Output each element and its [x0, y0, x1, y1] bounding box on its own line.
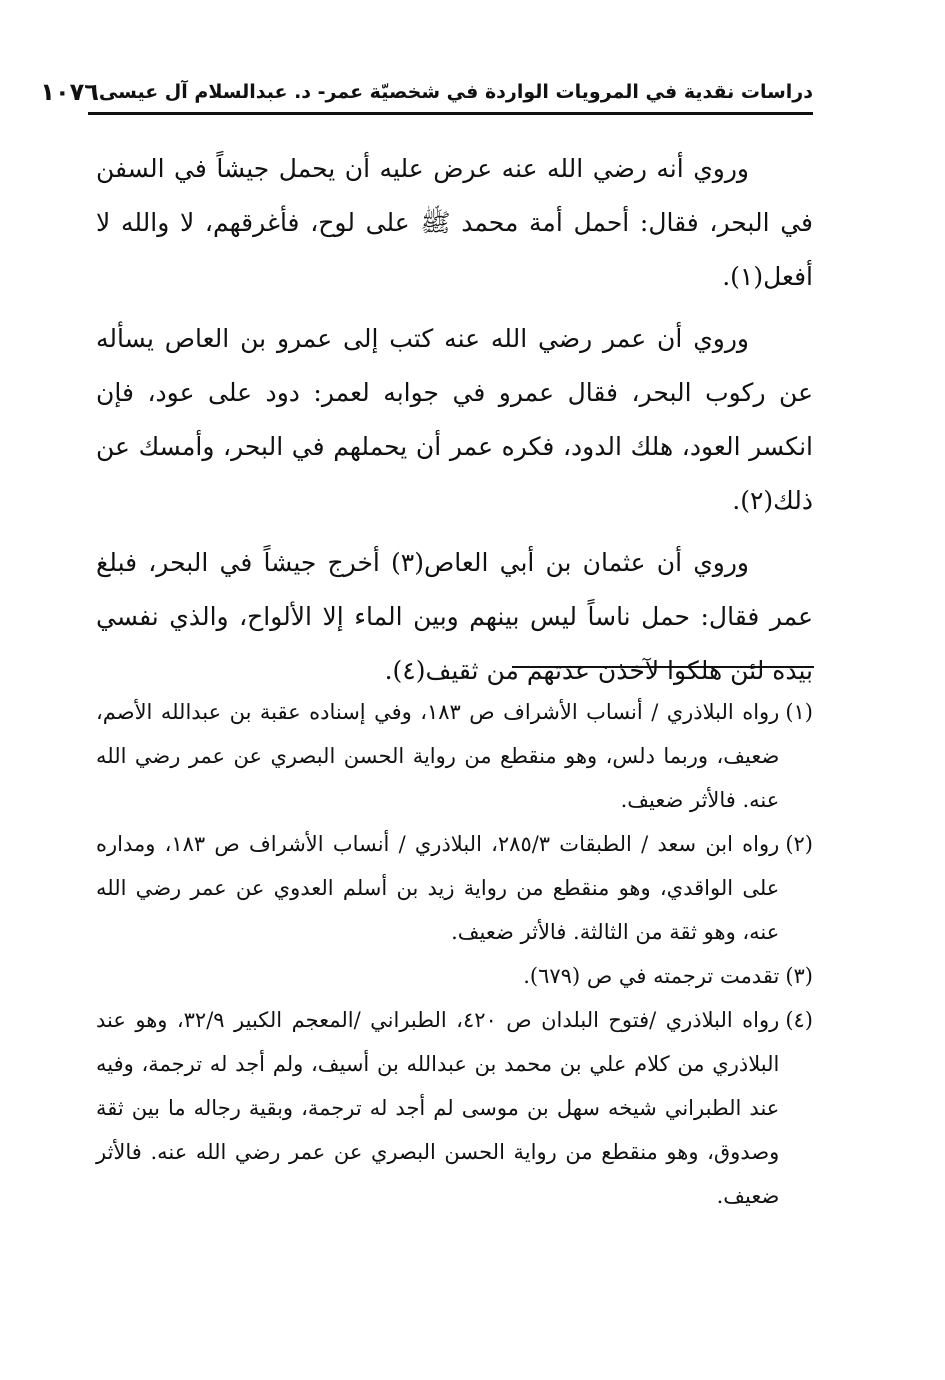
footnote-number: (٢) — [785, 832, 813, 856]
running-title: دراسات نقدية في المرويات الواردة في شخصيّة عمر- د. عبدالسلام آل عيسى — [98, 81, 813, 103]
footnote — [96, 822, 813, 954]
paragraph: وروي أنه رضي الله عنه عرض عليه أن يحمل جيشاً في السفن في البحر، فقال: أحمل أمة محمد ﷺ على لوح، فأغرقهم، لا والله لا أفعل(١). — [96, 154, 813, 291]
paragraph: وروي أن عمر رضي الله عنه كتب إلى عمرو بن العاص يسأله عن ركوب البحر، فقال عمرو في جوابه لعمر: دود على عود، فإن انكسر العود، هلك الدود، فكره عمر أن يحملهم في البحر، وأمسك عن ذلك(٢). — [96, 324, 813, 515]
footnote — [96, 690, 813, 822]
footnote-number: (٣) — [785, 964, 813, 988]
main-text — [96, 142, 813, 706]
paragraph: وروي أن عثمان بن أبي العاص(٣) أخرج جيشاً في البحر، فبلغ عمر فقال: حمل ناساً ليس بينهم وبين الماء إلا الألواح، والذي نفسي بيده لئن هلكوا لآخذن عدتهم من ثقيف(٤). — [96, 548, 813, 685]
header-rule — [88, 112, 813, 115]
footnote-separator — [512, 666, 814, 668]
footnote-text: رواه البلاذري / أنساب الأشراف ص ١٨٣، وفي إسناده عقبة بن عبدالله الأصم، ضعيف، وربما دلس، وهو منقطع من رواية الحسن البصري عن عمر رضي الله عنه. فالأثر ضعيف. — [96, 700, 780, 812]
footnote-number: (٤) — [785, 1008, 813, 1032]
footnote-text: تقدمت ترجمته في ص (٦٧٩). — [523, 964, 780, 988]
footnote-text: رواه البلاذري /فتوح البلدان ص ٤٢٠، الطبراني /المعجم الكبير ٣٢/٩، وهو عند البلاذري من كلام علي بن محمد بن عبدالله بن أسيف، ولم أجد له ترجمة، وفيه عند الطبراني شيخه سهل بن موسى لم أجد له ترجمة، وبقية رجاله ما بين ثقة وصدوق، وهو منقطع من رواية الحسن البصري عن عمر رضي الله عنه. فالأثر ضعيف. — [96, 1008, 780, 1208]
footnotes — [96, 690, 813, 1218]
footnote — [96, 954, 813, 998]
page-number: ١٠٧٦ — [40, 78, 99, 106]
footnote — [96, 998, 813, 1218]
footnote-number: (١) — [785, 700, 813, 724]
running-header — [40, 74, 813, 110]
footnote-text: رواه ابن سعد / الطبقات ٢٨٥/٣، البلاذري / أنساب الأشراف ص ١٨٣، ومداره على الواقدي، وهو منقطع من رواية زيد بن أسلم العدوي عن عمر رضي الله عنه، وهو ثقة من الثالثة. فالأثر ضعيف. — [96, 832, 780, 944]
